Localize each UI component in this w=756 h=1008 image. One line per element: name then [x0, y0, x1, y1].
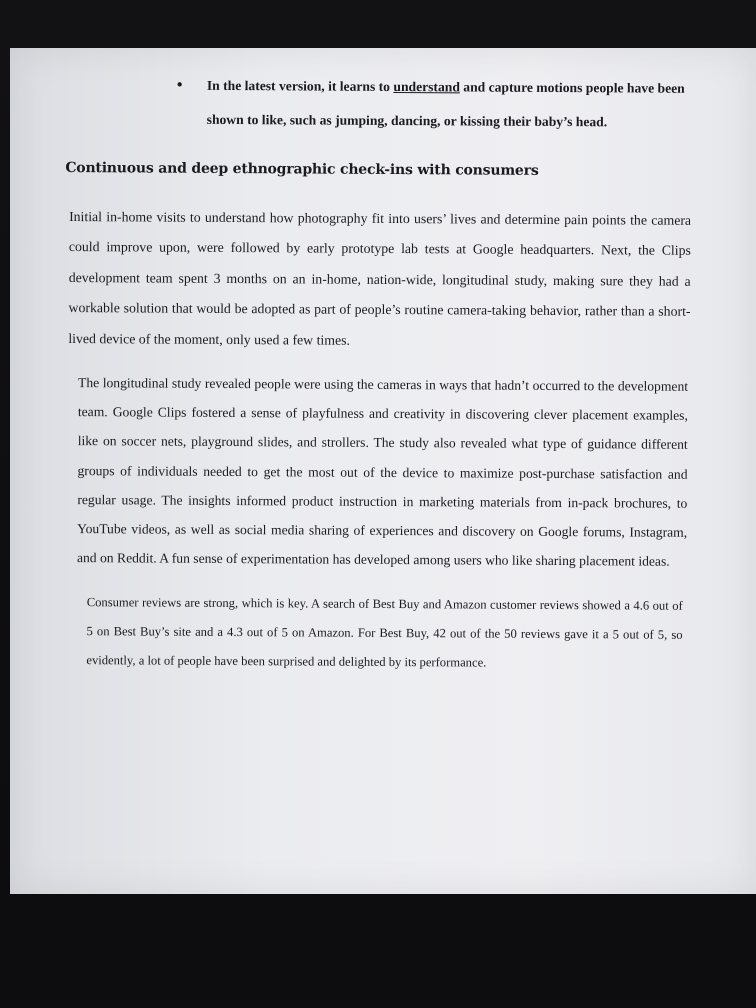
section-heading: Continuous and deep ethnographic check-ins with consumers: [65, 159, 539, 179]
bullet-underlined-word: understand: [393, 79, 460, 95]
bullet-item: [152, 69, 696, 140]
bullet-dot-icon: •: [176, 76, 183, 94]
desk-shadow: [0, 894, 756, 1008]
paragraph-consumer-reviews: Consumer reviews are strong, which is key. A search of Best Buy and Amazon customer reviews showed a 4.6 out of 5 on Best Buy’s site and a 4.3 out of 5 on Amazon. For Best Buy, 42 out of the 50 reviews gave it a 5 out of 5, so evidently, a lot of people have been surprised and delighted by its performance.: [86, 595, 683, 671]
bullet-text-start: In the latest version, it learns to: [206, 77, 394, 95]
document-page: [10, 48, 756, 894]
bullet-text-end: and capture motions people have been shown to like, such as jumping, dancing, or kissing their baby’s head.: [206, 79, 685, 130]
paragraph-longitudinal-study: The longitudinal study revealed people were using the cameras in ways that hadn’t occurred to the development team. Google Clips fostered a sense of playfulness and creativity in discovering clever placement examples, like on soccer nets, playground slides, and strollers. The study also revealed what type of guidance different groups of individuals needed to get the most out of the device to maximize post-purchase satisfaction and regular usage. The insights informed product instruction in marketing materials from in-pack brochures, to YouTube videos, as well as social media sharing of experiences and discovery on Google forums, Instagram, and on Reddit. A fun sense of experimentation has developed among users who like sharing placement ideas.: [76, 375, 689, 569]
paragraph-in-home-visits: Initial in-home visits to understand how photography fit into users’ lives and determine pain points the camera could improve upon, were followed by early prototype lab tests at Google headquarters. Next, the Clips development team spent 3 months on an in-home, nation-wide, longitudinal study, making sure they had a workable solution that would be adopted as part of people’s routine camera-taking behavior, rather than a short-lived device of the moment, only used a few times.: [68, 209, 692, 348]
document-body: [62, 68, 696, 679]
